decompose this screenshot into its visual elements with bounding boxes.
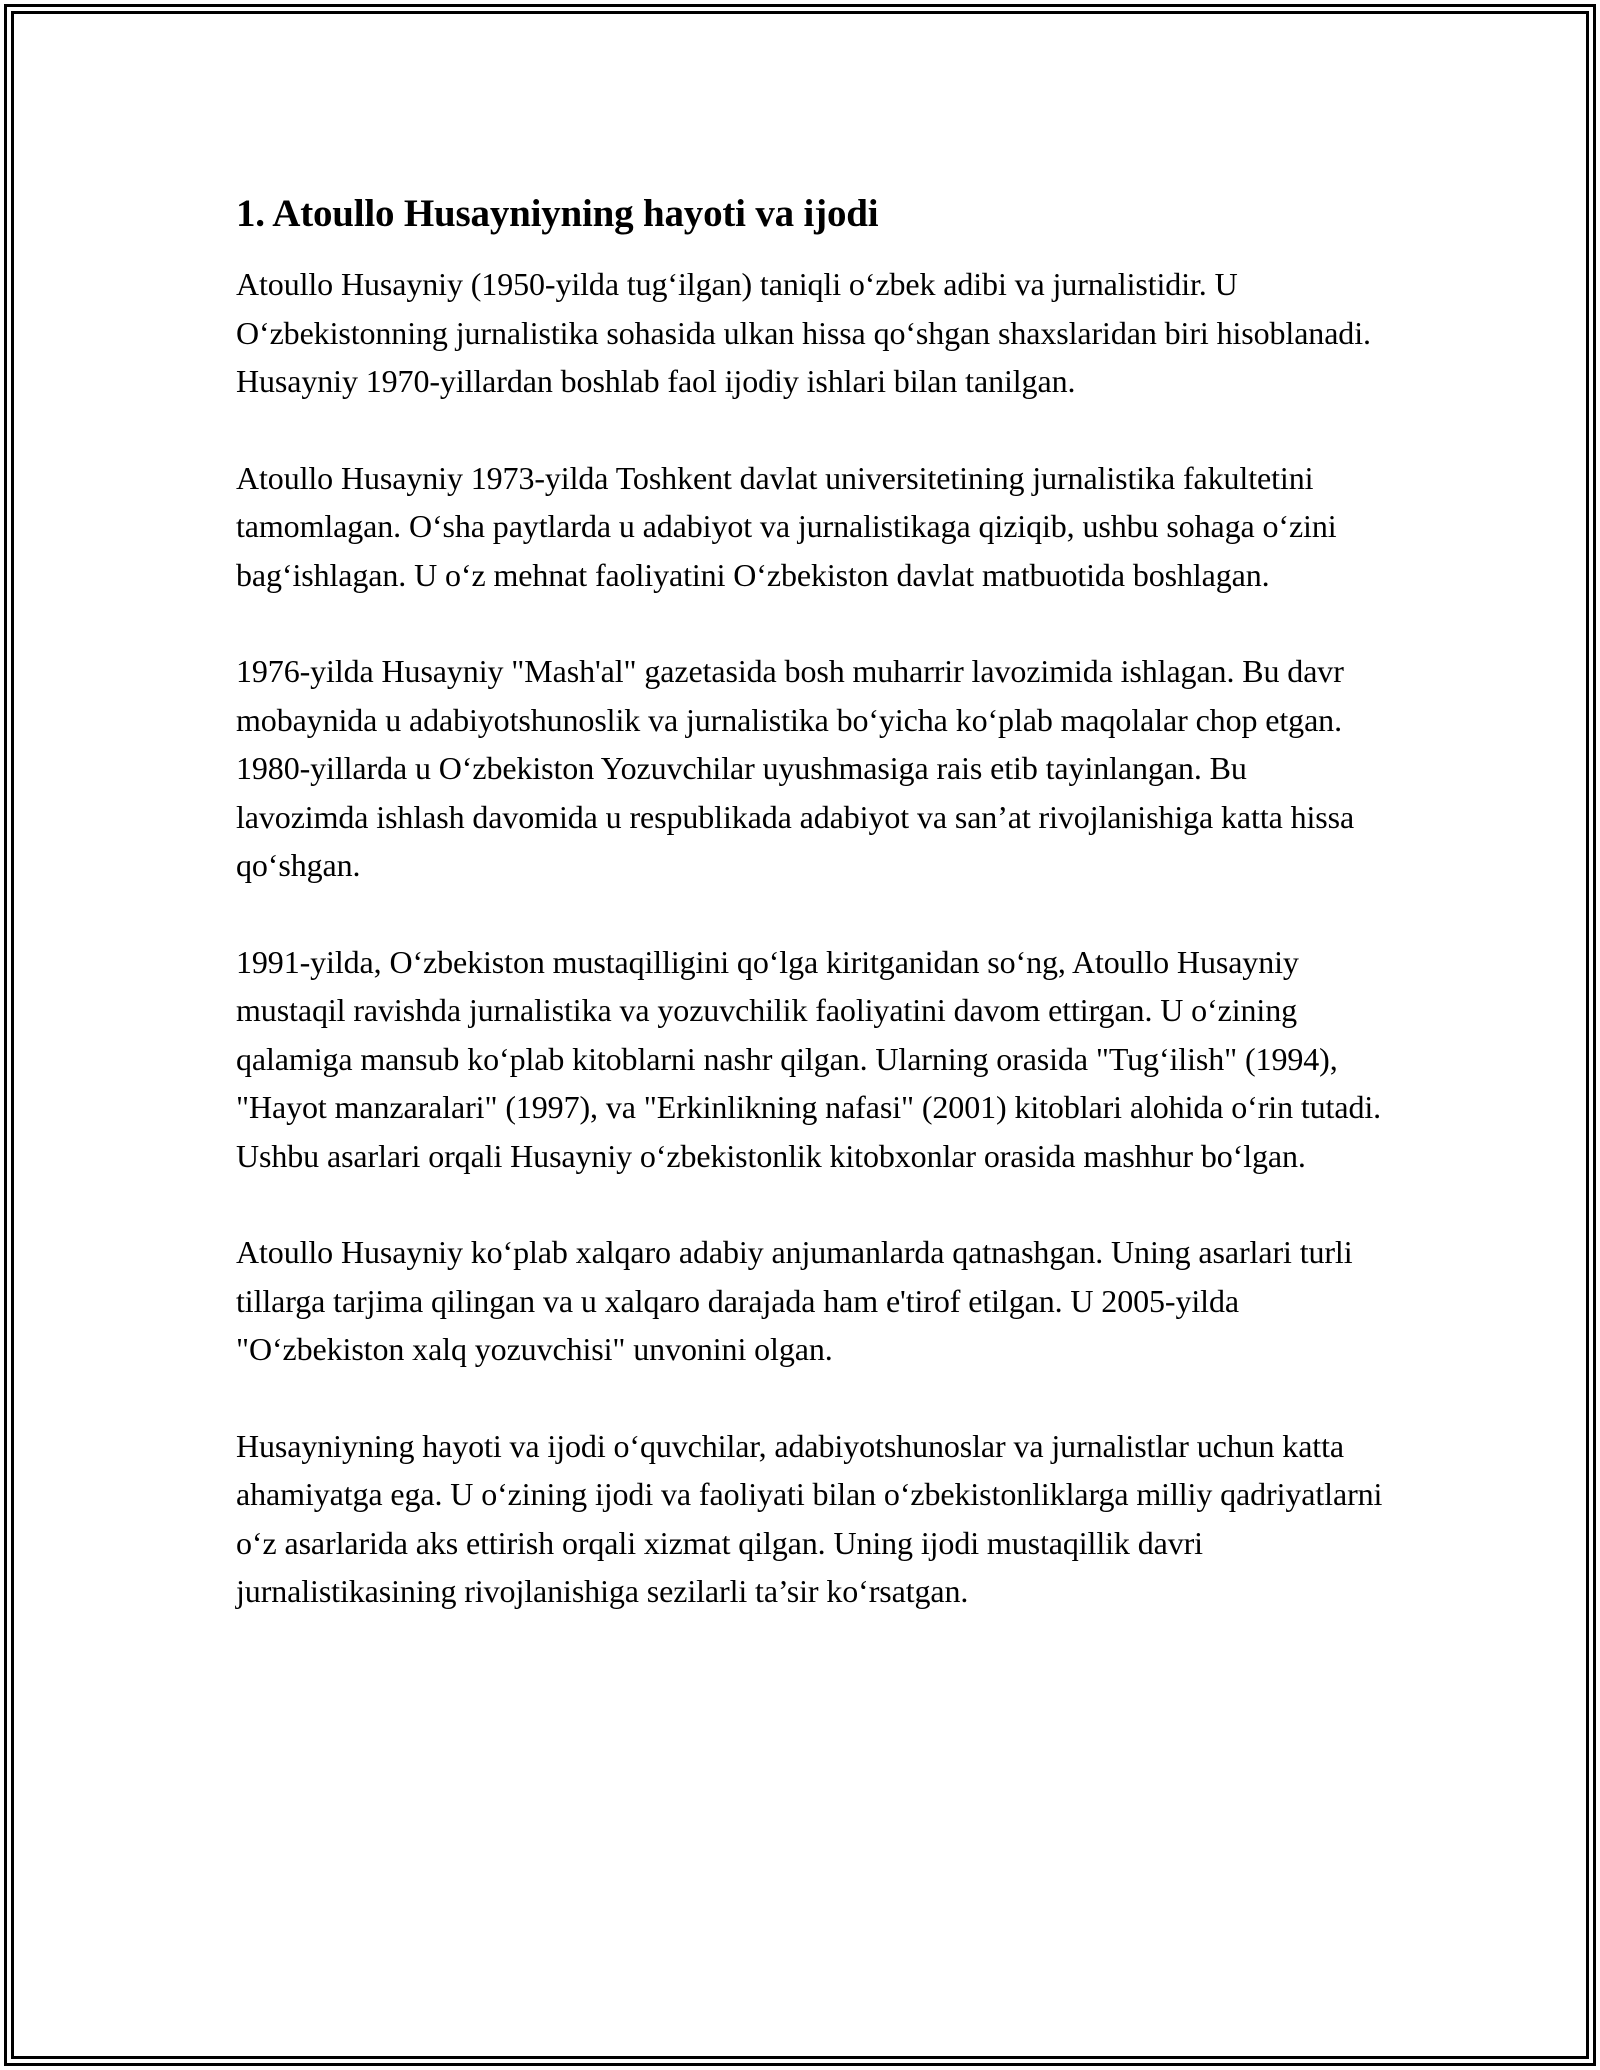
document-body [236, 188, 1386, 1616]
paragraph-legacy: Husayniyning hayoti va ijodi o‘quvchilar, adabiyotshunoslar va jurnalistlar uchun katta ahamiyatga ega. U o‘zining ijodi va faoliyati bilan o‘zbekistonliklarga milliy qadriyatlarni o‘z asarlarida aks ettirish orqali xizmat qilgan. Uning ijodi mustaqillik davri jurnalistikasining rivojlanishiga sezilarli ta’sir ko‘rsatgan. [236, 1427, 1383, 1609]
paragraph-independence: 1991-yilda, O‘zbekiston mustaqilligini qo‘lga kiritganidan so‘ng, Atoullo Husayniy mustaqil ravishda jurnalistika va yozuvchilik faoliyatini davom ettirgan. U o‘zining qalamiga mansub ko‘plab kitoblarni nashr qilgan. Ularning orasida "Tug‘ilish" (1994), "Hayot manzaralari" (1997), va "Erkinlikning nafasi" (2001) kitoblari alohida o‘rin tutadi. Ushbu asarlari orqali Husayniy o‘zbekistonlik kitobxonlar orasida mashhur bo‘lgan. [236, 943, 1382, 1174]
paragraph-intro: Atoullo Husayniy (1950-yilda tug‘ilgan) taniqli o‘zbek adibi va jurnalistidir. U O‘zbekistonning jurnalistika sohasida ulkan hissa qo‘shgan shaxslaridan biri hisoblanadi. Husayniy 1970-yillardan boshlab faol ijodiy ishlari bilan tanilgan. [236, 266, 1371, 399]
paragraph-recognition: Atoullo Husayniy ko‘plab xalqaro adabiy anjumanlarda qatnashgan. Uning asarlari turli tillarga tarjima qilingan va u xalqaro darajada ham e'tirof etilgan. U 2005-yilda "O‘zbekiston xalq yozuvchisi" unvonini olgan. [236, 1234, 1353, 1367]
section-heading: 1. Atoullo Husayniyning hayoti va ijodi [236, 192, 879, 235]
paragraph-education: Atoullo Husayniy 1973-yilda Toshkent davlat universitetining jurnalistika fakultetini tamomlagan. O‘sha paytlarda u adabiyot va jurnalistikaga qiziqib, ushbu sohaga o‘zini bag‘ishlagan. U o‘z mehnat faoliyatini O‘zbekiston davlat matbuotida boshlagan. [236, 459, 1337, 593]
paragraph-career: 1976-yilda Husayniy "Mash'al" gazetasida bosh muharrir lavozimida ishlagan. Bu davr mobaynida u adabiyotshunoslik va jurnalistika bo‘yicha ko‘plab maqolalar chop etgan. 1980-yillarda u O‘zbekiston Yozuvchilar uyushmasiga rais etib tayinlangan. Bu lavozimda ishlash davomida u respublikada adabiyot va san’at rivojlanishiga katta hissa qo‘shgan. [236, 653, 1355, 883]
